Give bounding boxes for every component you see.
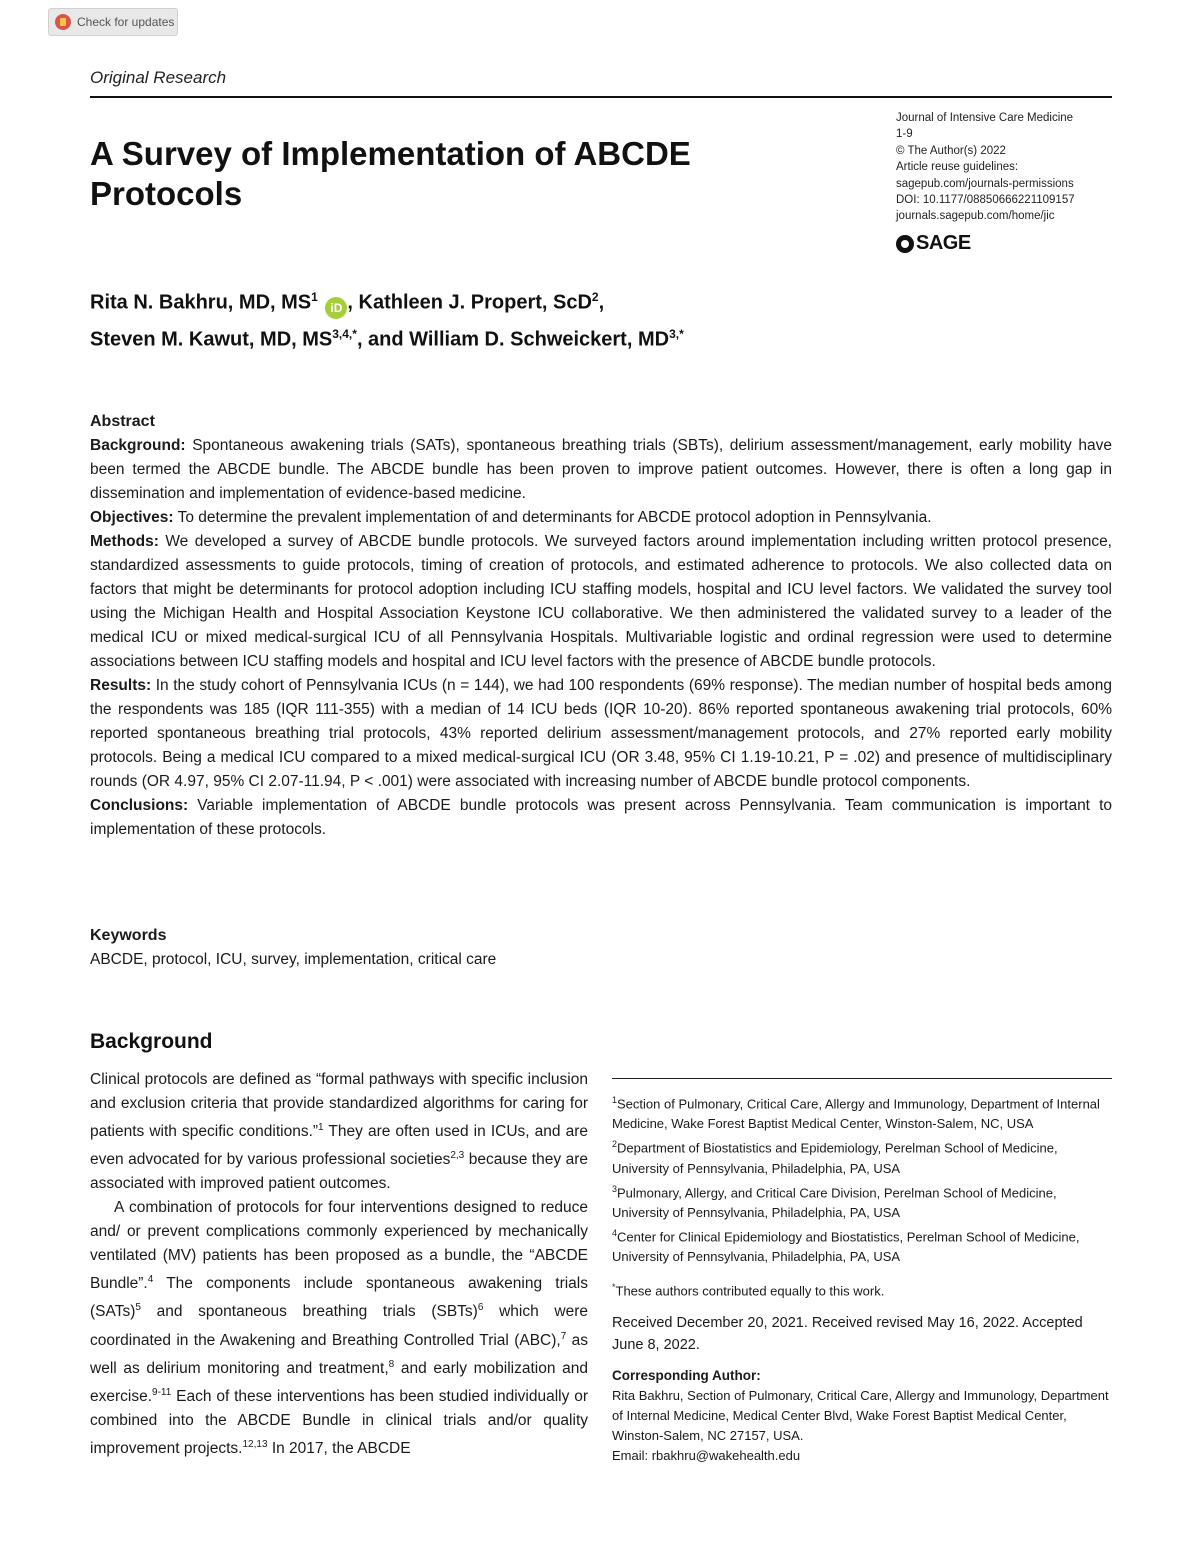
header-rule: [90, 96, 1112, 98]
crossmark-icon: [55, 14, 71, 30]
journal-pages: 1-9: [896, 128, 913, 141]
orcid-icon[interactable]: iD: [325, 297, 347, 319]
journal-home-link[interactable]: journals.sagepub.com/home/jic: [896, 210, 1055, 223]
keywords: [90, 924, 1112, 972]
paragraph: A combination of protocols for four interventions designed to reduce and/ or prevent complications commonly experienced by mechanically ventilated (MV) patients has been proposed as a bundle, the “ABCDE Bundle”.$^4$ The components include spontaneous awakening trials (SATs)$^5$ and spontaneous breathing trials (SBTs)$^6$ which were coordinated in the Awakening and Breathing Controlled Trial (ABC),$^7$ as well as delirium monitoring and treatment,$^8$ and early mobilization and exercise.$^{9-11}$ Each of these interventions has been studied individually or combined into the ABCDE Bundle in clinical trials and/or quality improvement projects.$^{12,13}$ In 2017, the ABCDE: [90, 1199, 588, 1458]
reuse-link[interactable]: sagepub.com/journals-permissions: [896, 177, 1074, 190]
received-dates: Received December 20, 2021. Received revised May 16, 2022. Accepted June 8, 2022.: [612, 1314, 1083, 1353]
equal-contribution-note: *These authors contributed equally to this work.: [612, 1282, 885, 1299]
journal-copyright: © The Author(s) 2022: [896, 144, 1006, 157]
journal-name: Journal of Intensive Care Medicine: [896, 112, 1074, 124]
affiliation: $^4$Center for Clinical Epidemiology and Biostatistics, Perelman School of Medicine, University of Pennsylvania, Philadelphia, PA, USA: [612, 1227, 1080, 1265]
corresponding-author: Rita Bakhru, Section of Pulmonary, Critical Care, Allergy and Immunology, Department of Internal Medicine, Medical Center Blvd, Wake Forest Baptist Medical Center, Winston-Salem, NC 27157, USA.: [612, 1387, 1109, 1443]
abstract-heading: Abstract: [90, 413, 155, 430]
check-for-updates-button[interactable]: [48, 8, 178, 36]
keywords-heading: Keywords: [90, 927, 167, 944]
body-text: [90, 1068, 588, 1461]
sage-logo: SAGE: [896, 232, 971, 255]
corresponding-email[interactable]: Email: rbakhru@wakehealth.edu: [612, 1447, 801, 1463]
author-name: , and William D. Schweickert, MD: [356, 328, 670, 351]
affiliation: $^1$Section of Pulmonary, Critical Care, Allergy and Immunology, Department of Internal Medicine, Wake Forest Baptist Medical Center, Winston-Salem, NC, USA: [612, 1095, 1100, 1132]
article-type: Original Research: [90, 68, 227, 87]
author-name: Rita N. Bakhru, MD, MS: [90, 291, 312, 314]
section-heading-background: Background: [90, 1030, 213, 1053]
author-list: Rita N. Bakhru, MD, $MS^1$ iD , Kathleen J. Propert, ScD$^2$, Steven M. Kawut, MD, $MS^{3,4,*}$, and William D. Schweickert, $MD^{3,*}$: [90, 290, 684, 351]
abstract-conclusions: Conclusions: Variable implementation of ABCDE bundle protocols was present across Pennsylvania. Team communication is important to implementation of these protocols.: [90, 797, 1112, 838]
affiliation: $^2$Department of Biostatistics and Epidemiology, Perelman School of Medicine, University of Pennsylvania, Philadelphia, PA, USA: [612, 1139, 1058, 1176]
abstract-results: Results: In the study cohort of Pennsylvania ICUs (n = 144), we had 100 respondents (69% response). The median number of hospital beds among the respondents was 185 (IQR 111-355) with a median of 14 ICU beds (IQR 10-20). 86% reported spontaneous awakening trial protocols, 60% reported spontaneous breathing trial protocols, 43% reported delirium assessment/management protocols, and 27% reported early mobility protocols. Being a medical ICU compared to a mixed medical-surgical ICU (OR 3.48, 95% CI 1.19-10.21, P = .02) and presence of multidisciplinary rounds (OR 4.97, 95% CI 2.07-11.94, P < .001) were associated with increasing number of ABCDE bundle protocol components.: [90, 677, 1112, 790]
sage-logo-icon: [896, 235, 914, 253]
paragraph: Clinical protocols are defined as “formal pathways with specific inclusion and exclusion criteria that provide standardized algorithms for caring for patients with specific conditions.”$^1$ They are often used in ICUs, and are even advocated for by various professional societies$^{2,3}$ because they are associated with improved patient outcomes.: [90, 1071, 588, 1193]
affiliation: $^3$Pulmonary, Allergy, and Critical Care Division, Perelman School of Medicine, University of Pennsylvania, Philadelphia, PA, USA: [612, 1183, 1057, 1220]
journal-info: [896, 110, 1116, 225]
reuse-label: Article reuse guidelines:: [896, 161, 1019, 174]
abstract: [90, 410, 1112, 842]
abstract-methods: Methods: We developed a survey of ABCDE bundle protocols. We surveyed factors around implementation including written protocol presence, standardized assessments to guide protocols, timing of creation of protocols, and estimated adherence to protocols. We also collected data on factors that might be determinants for protocol adoption including ICU staffing models, hospital and ICU level factors. We validated the survey tool using the Michigan Health and Hospital Association Keystone ICU collaborative. We then administered the validated survey to a leader of the medical ICU or mixed medical-surgical ICU of all Pennsylvania Hospitals. Multivariable logistic and ordinal regression were used to determine associations between ICU staffing models and hospital and ICU level factors with the presence of ABCDE bundle protocols.: [90, 533, 1112, 670]
article-title: A Survey of Implementation of ABCDE Protocols: [90, 135, 691, 212]
keywords-list: ABCDE, protocol, ICU, survey, implementation, critical care: [90, 951, 497, 968]
affiliations: [612, 1090, 1112, 1466]
check-for-updates-label: Check for updates: [77, 15, 175, 29]
footnote-rule: [612, 1078, 1112, 1079]
corresponding-author-heading: Corresponding Author:: [612, 1367, 761, 1383]
author-name: Steven M. Kawut, MD, MS: [90, 328, 333, 351]
abstract-background: Background: Spontaneous awakening trials (SATs), spontaneous breathing trials (SBTs), delirium assessment/management, early mobility have been termed the ABCDE bundle. The ABCDE bundle has been proven to improve patient outcomes. However, there is often a long gap in dissemination and implementation of evidence-based medicine.: [90, 437, 1112, 502]
author-name: , Kathleen J. Propert, ScD: [347, 291, 592, 314]
abstract-objectives: Objectives: To determine the prevalent implementation of and determinants for ABCDE protocol adoption in Pennsylvania.: [90, 509, 932, 526]
doi-link[interactable]: DOI: 10.1177/08850666221109157: [896, 194, 1075, 207]
